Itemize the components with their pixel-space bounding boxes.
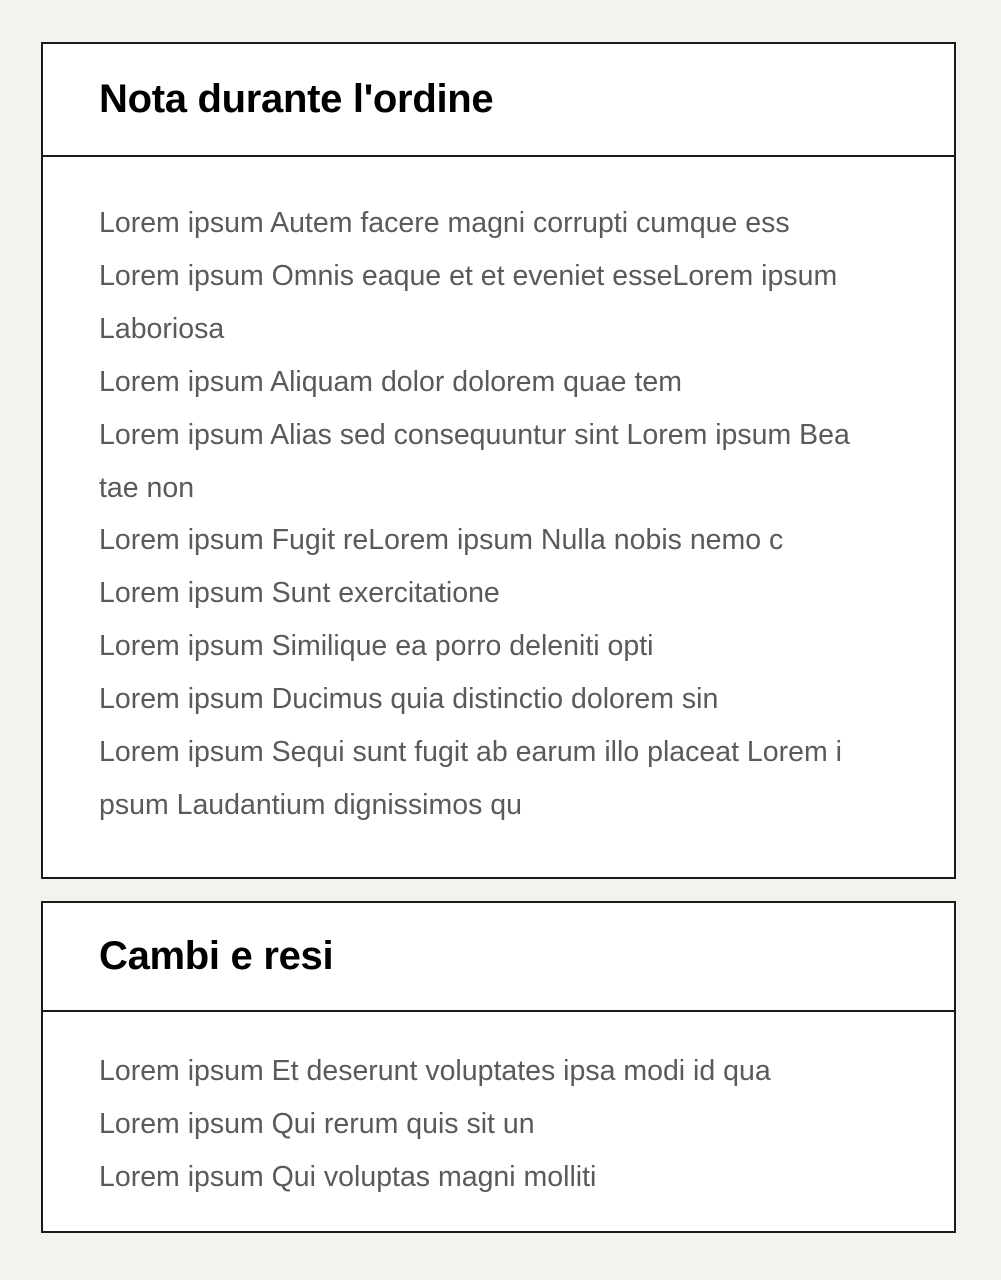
order-note-line: Lorem ipsum Fugit reLorem ipsum Nulla nobis nemo c bbox=[99, 524, 784, 557]
returns-line: Lorem ipsum Et deserunt voluptates ipsa modi id qua bbox=[99, 1055, 771, 1087]
order-note-line: Lorem ipsum Ducimus quia distinctio dolorem sin bbox=[99, 683, 719, 716]
order-note-line: Lorem ipsum Alias sed consequuntur sint Lorem ipsum Bea bbox=[99, 418, 850, 451]
order-note-line: psum Laudantium dignissimos qu bbox=[99, 788, 522, 821]
order-note-line: Laboriosa bbox=[99, 312, 225, 345]
returns-body bbox=[43, 1012, 954, 1204]
returns-line: Lorem ipsum Qui rerum quis sit un bbox=[99, 1107, 535, 1140]
returns-header bbox=[43, 903, 954, 1012]
order-note-header bbox=[43, 44, 954, 157]
order-note-body bbox=[43, 157, 954, 832]
order-note-line: Lorem ipsum Autem facere magni corrupti cumque ess bbox=[99, 207, 790, 239]
order-note-line: Lorem ipsum Aliquam dolor dolorem quae tem bbox=[99, 365, 682, 398]
returns-title: Cambi e resi bbox=[99, 934, 334, 978]
order-note-line: tae non bbox=[99, 471, 195, 504]
order-note-title: Nota durante l'ordine bbox=[99, 77, 494, 121]
order-note-line: Lorem ipsum Similique ea porro deleniti opti bbox=[99, 630, 654, 663]
order-note-line: Lorem ipsum Omnis eaque et et eveniet esseLorem ipsum bbox=[99, 259, 838, 292]
order-note-line: Lorem ipsum Sunt exercitatione bbox=[99, 577, 500, 610]
returns-line: Lorem ipsum Qui voluptas magni molliti bbox=[99, 1160, 597, 1193]
order-note-line: Lorem ipsum Sequi sunt fugit ab earum illo placeat Lorem i bbox=[99, 736, 842, 769]
order-note-card bbox=[41, 42, 956, 879]
returns-card bbox=[41, 901, 956, 1233]
